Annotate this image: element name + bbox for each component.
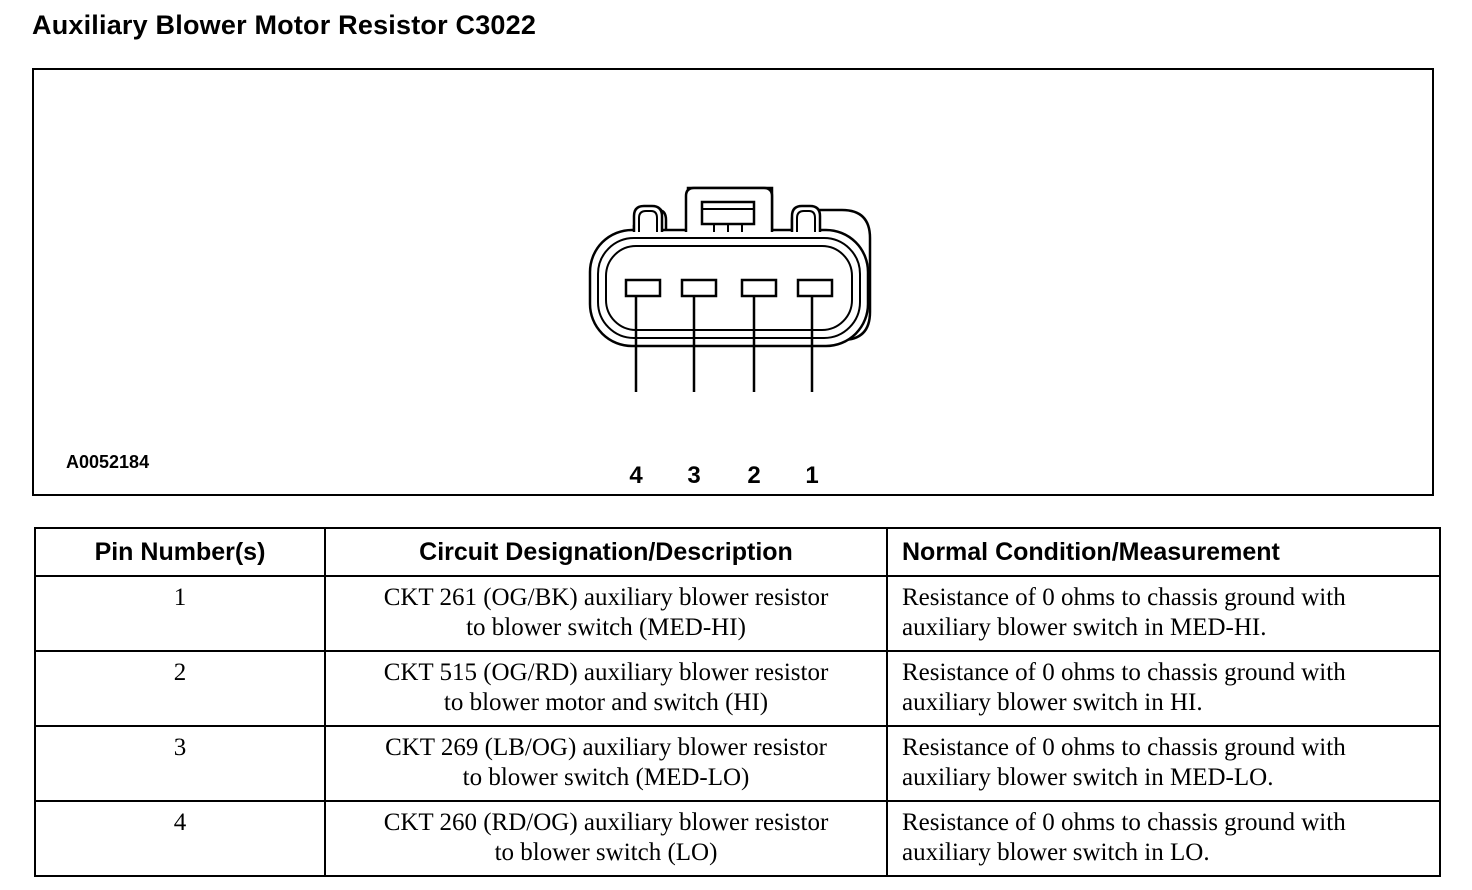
pin-label-2: 2: [747, 462, 761, 489]
measurement-cell: [887, 651, 1440, 726]
measurement-line: Resistance of 0 ohms to chassis ground with: [902, 734, 1346, 761]
pin-cell: 3: [35, 726, 325, 801]
description-cell: [325, 576, 887, 651]
description-line: CKT 260 (RD/OG) auxiliary blower resistor: [383, 809, 829, 836]
description-cell: [325, 801, 887, 876]
pin-cell: 4: [35, 801, 325, 876]
table-header-row: [35, 528, 1440, 576]
table-row: [35, 726, 1440, 801]
measurement-line: auxiliary blower switch in MED-HI.: [902, 614, 1267, 641]
description-cell: [325, 726, 887, 801]
pin-label-1: 1: [805, 462, 819, 489]
description-cell: [325, 651, 887, 726]
measurement-cell: [887, 801, 1440, 876]
pin-label-3: 3: [687, 462, 701, 489]
pin-table: [34, 527, 1441, 877]
description-line: CKT 261 (OG/BK) auxiliary blower resistor: [383, 584, 829, 611]
header-circuit-description: Circuit Designation/Description: [325, 528, 887, 576]
measurement-line: Resistance of 0 ohms to chassis ground with: [902, 584, 1346, 611]
connector-diagram: [34, 70, 1432, 494]
measurement-cell: [887, 726, 1440, 801]
description-line: to blower motor and switch (HI): [443, 689, 769, 716]
measurement-line: Resistance of 0 ohms to chassis ground with: [902, 809, 1346, 836]
measurement-cell: [887, 576, 1440, 651]
description-line: CKT 269 (LB/OG) auxiliary blower resistor: [385, 734, 827, 761]
page-title: Auxiliary Blower Motor Resistor C3022: [32, 10, 537, 40]
pin-label-4: 4: [629, 462, 643, 489]
measurement-line: auxiliary blower switch in MED-LO.: [902, 764, 1274, 791]
description-line: CKT 515 (OG/RD) auxiliary blower resistor: [383, 659, 829, 686]
measurement-line: auxiliary blower switch in HI.: [902, 689, 1203, 716]
table-row: [35, 576, 1440, 651]
description-line: to blower switch (MED-LO): [462, 764, 750, 791]
terminal-4: [626, 280, 660, 296]
pin-cell: 1: [35, 576, 325, 651]
header-normal-condition: Normal Condition/Measurement: [887, 528, 1440, 576]
figure-id: A0052184: [66, 452, 150, 472]
pin-cell: 2: [35, 651, 325, 726]
connector-figure: [32, 68, 1434, 496]
measurement-line: auxiliary blower switch in LO.: [902, 839, 1210, 866]
table-row: [35, 651, 1440, 726]
table-row: [35, 801, 1440, 876]
terminal-3: [682, 280, 716, 296]
terminal-2: [742, 280, 776, 296]
terminal-1: [798, 280, 832, 296]
header-pin-number: Pin Number(s): [35, 528, 325, 576]
measurement-line: Resistance of 0 ohms to chassis ground with: [902, 659, 1346, 686]
description-line: to blower switch (MED-HI): [466, 614, 746, 641]
description-line: to blower switch (LO): [494, 839, 718, 866]
